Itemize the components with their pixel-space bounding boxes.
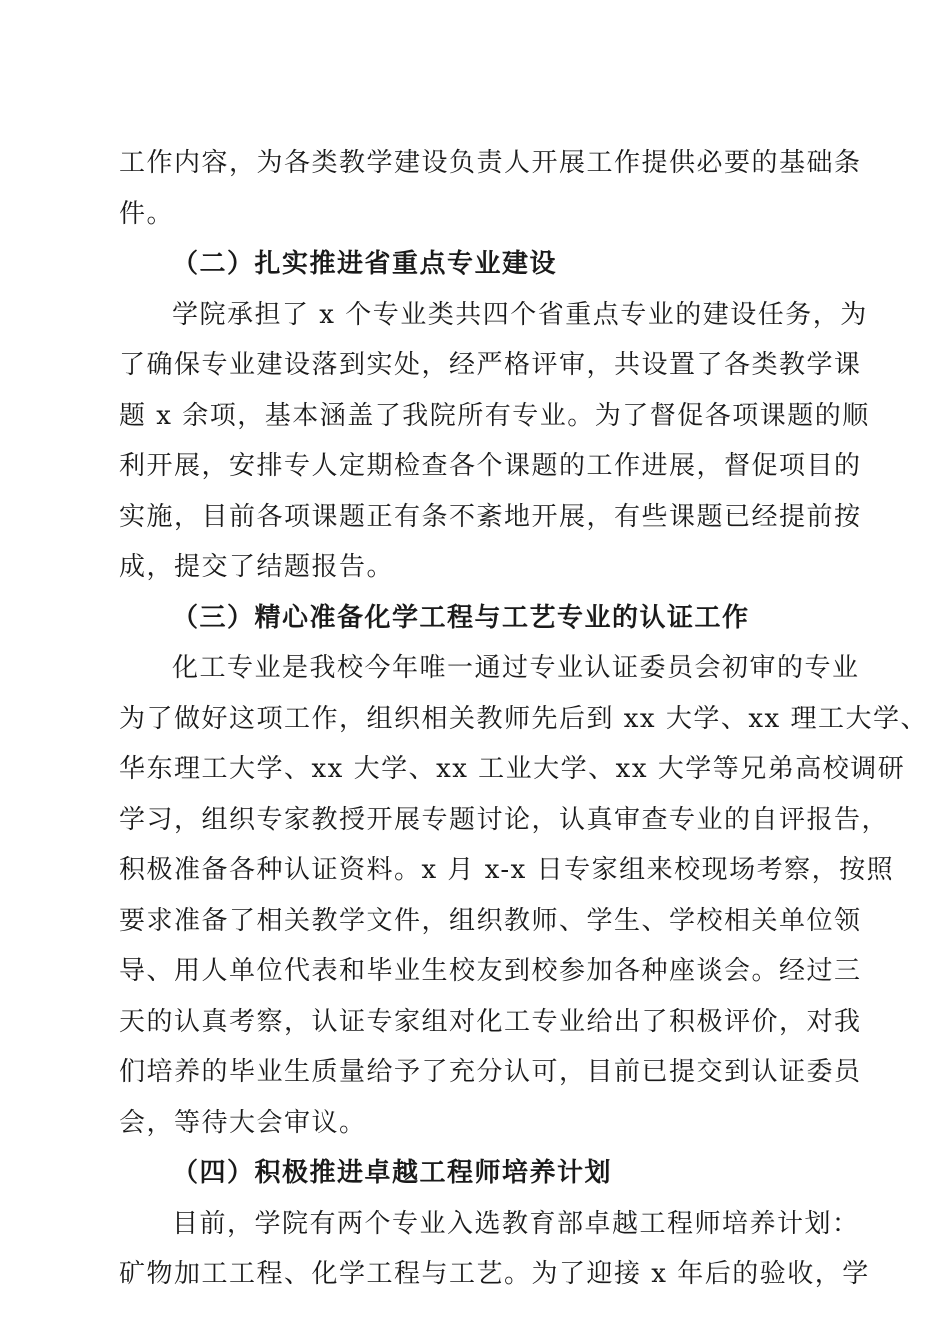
section-heading-3: （三）精心准备化学工程与工艺专业的认证工作 <box>172 602 750 633</box>
paragraph-line: 天的认真考察，认证专家组对化工专业给出了积极评价，对我 <box>119 1006 862 1037</box>
paragraph-line: 学院承担了 x 个专业类共四个省重点专业的建设任务，为 <box>172 299 868 330</box>
section-heading-2: （二）扎实推进省重点专业建设 <box>172 249 558 279</box>
paragraph-line: 学习，组织专家教授开展专题讨论，认真审查专业的自评报告， <box>119 804 890 835</box>
paragraph-line: 目前，学院有两个专业入选教育部卓越工程师培养计划： <box>172 1208 860 1239</box>
paragraph-line: 导、用人单位代表和毕业生校友到校参加各种座谈会。经过三 <box>119 956 862 986</box>
paragraph-line: 为了做好这项工作，组织相关教师先后到 xx 大学、xx 理工大学、 <box>119 703 928 734</box>
paragraph-line: 矿物加工工程、化学工程与工艺。为了迎接 x 年后的验收，学 <box>119 1259 870 1289</box>
paragraph-line: 化工专业是我校今年唯一通过专业认证委员会初审的专业 <box>172 653 860 683</box>
paragraph-line: 成，提交了结题报告。 <box>119 552 395 582</box>
paragraph-line: 件。 <box>119 198 175 229</box>
paragraph-line: 题 x 余项，基本涵盖了我院所有专业。为了督促各项课题的顺 <box>119 400 870 431</box>
paragraph-line: 们培养的毕业生质量给予了充分认可，目前已提交到认证委员 <box>119 1057 862 1087</box>
paragraph-line: 会，等待大会审议。 <box>119 1107 367 1138</box>
paragraph-line: 要求准备了相关教学文件，组织教师、学生、学校相关单位领 <box>119 905 862 936</box>
section-heading-4: （四）积极推进卓越工程师培养计划 <box>172 1158 613 1188</box>
paragraph-line: 实施，目前各项课题正有条不紊地开展，有些课题已经提前按 <box>119 501 862 532</box>
document-body <box>119 138 928 1300</box>
paragraph-line: 积极准备各种认证资料。x 月 x-x 日专家组来校现场考察，按照 <box>119 855 895 885</box>
paragraph-line: 了确保专业建设落到实处，经严格评审，共设置了各类教学课 <box>119 350 862 380</box>
paragraph-line: 华东理工大学、xx 大学、xx 工业大学、xx 大学等兄弟高校调研 <box>119 754 906 784</box>
paragraph-line: 工作内容，为各类教学建设负责人开展工作提供必要的基础条 <box>119 148 862 178</box>
paragraph-line: 利开展，安排专人定期检查各个课题的工作进展，督促项目的 <box>119 451 862 481</box>
